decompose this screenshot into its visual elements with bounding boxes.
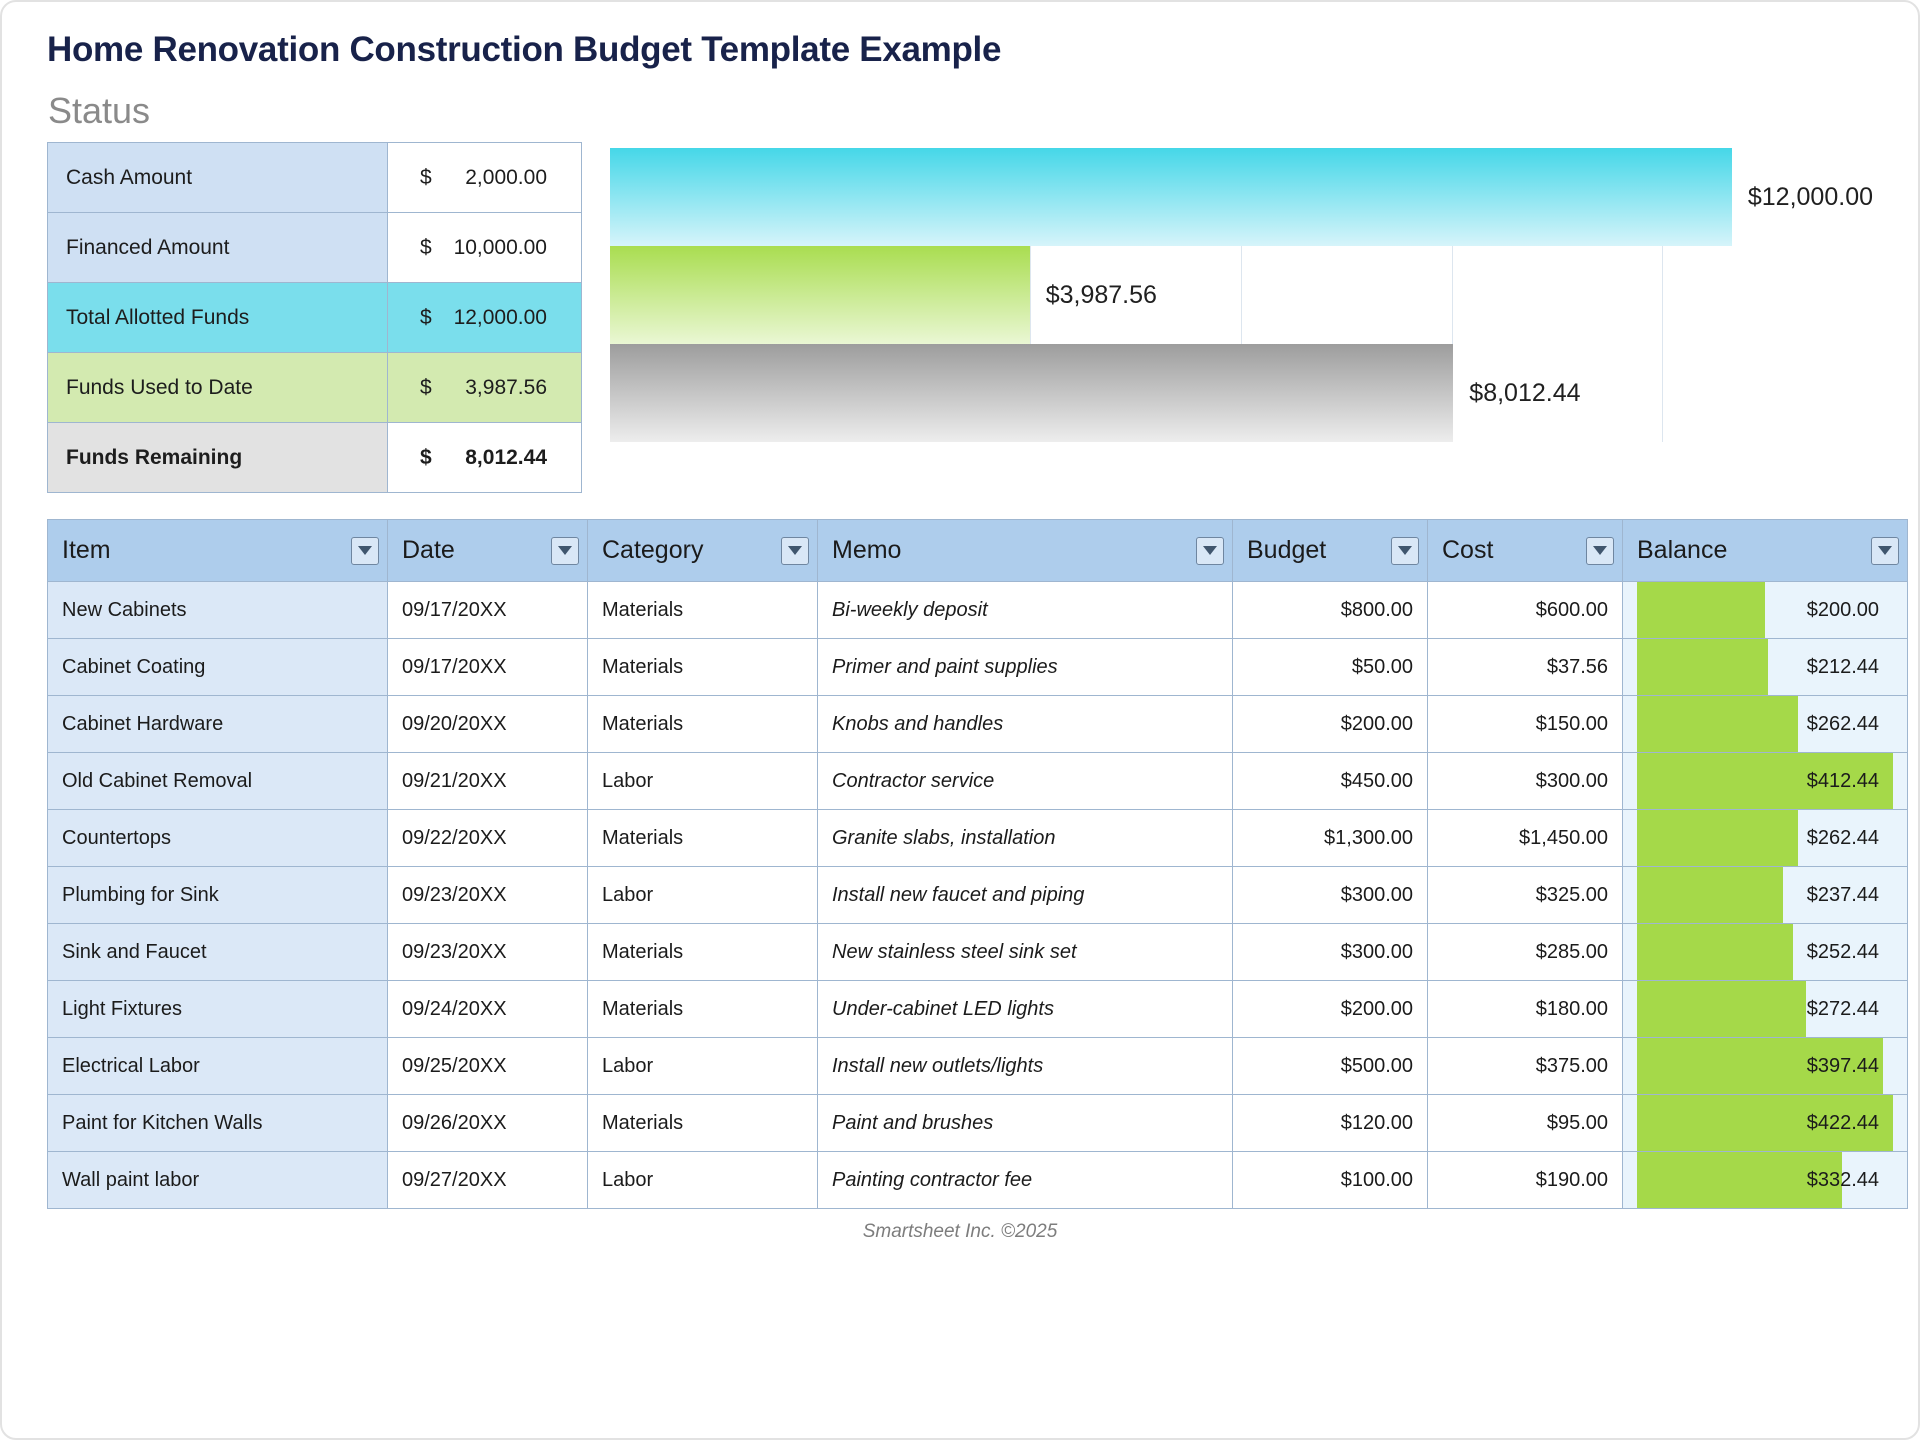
cell-category: Labor (588, 1038, 818, 1095)
cell-cost: $190.00 (1428, 1152, 1623, 1209)
cell-category: Materials (588, 924, 818, 981)
cell-date: 09/21/20XX (388, 753, 588, 810)
cell-balance (1623, 582, 1908, 639)
cell-balance (1623, 753, 1908, 810)
cell-cost: $37.56 (1428, 639, 1623, 696)
cell-cost: $180.00 (1428, 981, 1623, 1038)
chart-bar (610, 148, 1732, 246)
status-row-label: Funds Used to Date (48, 353, 388, 423)
page-title: Home Renovation Construction Budget Template Example (47, 30, 1002, 69)
cell-date: 09/27/20XX (388, 1152, 588, 1209)
cell-item: New Cabinets (48, 582, 388, 639)
cell-memo: Contractor service (818, 753, 1233, 810)
table-row[interactable] (48, 1152, 1908, 1209)
column-header-label: Balance (1637, 536, 1728, 564)
balance-value: $200.00 (1806, 598, 1879, 621)
cell-memo: Bi-weekly deposit (818, 582, 1233, 639)
table-row[interactable] (48, 981, 1908, 1038)
status-row-amount: 8,012.44 (465, 445, 547, 469)
table-row[interactable] (48, 639, 1908, 696)
cell-date: 09/26/20XX (388, 1095, 588, 1152)
cell-budget: $300.00 (1233, 924, 1428, 981)
cell-balance (1623, 639, 1908, 696)
cell-memo: New stainless steel sink set (818, 924, 1233, 981)
column-header-category[interactable] (588, 520, 818, 582)
column-filter-button[interactable] (1586, 537, 1614, 565)
cell-memo: Knobs and handles (818, 696, 1233, 753)
status-row-label: Cash Amount (48, 143, 388, 213)
cell-budget: $200.00 (1233, 981, 1428, 1038)
table-row[interactable] (48, 1095, 1908, 1152)
balance-value: $252.44 (1806, 940, 1879, 963)
cell-date: 09/25/20XX (388, 1038, 588, 1095)
cell-item: Sink and Faucet (48, 924, 388, 981)
column-filter-button[interactable] (1871, 537, 1899, 565)
cell-cost: $600.00 (1428, 582, 1623, 639)
status-row-label: Funds Remaining (48, 423, 388, 493)
column-filter-button[interactable] (1391, 537, 1419, 565)
balance-value: $237.44 (1806, 883, 1879, 906)
cell-category: Labor (588, 867, 818, 924)
cell-item: Light Fixtures (48, 981, 388, 1038)
cell-balance (1623, 1038, 1908, 1095)
cell-category: Materials (588, 810, 818, 867)
cell-budget: $500.00 (1233, 1038, 1428, 1095)
cell-cost: $300.00 (1428, 753, 1623, 810)
status-row (48, 423, 582, 493)
cell-budget: $50.00 (1233, 639, 1428, 696)
chart-bar-row (610, 344, 1873, 442)
cell-category: Materials (588, 639, 818, 696)
cell-balance (1623, 981, 1908, 1038)
cell-date: 09/23/20XX (388, 867, 588, 924)
balance-value: $332.44 (1806, 1168, 1879, 1191)
cell-item: Cabinet Hardware (48, 696, 388, 753)
cell-item: Wall paint labor (48, 1152, 388, 1209)
column-header-label: Category (602, 536, 704, 564)
chart-bar-value-label: $12,000.00 (1747, 182, 1873, 211)
chart-bar-value-label: $8,012.44 (1469, 378, 1581, 407)
cell-cost: $325.00 (1428, 867, 1623, 924)
currency-symbol: $ (420, 305, 432, 329)
cell-memo: Install new outlets/lights (818, 1038, 1233, 1095)
currency-symbol: $ (420, 235, 432, 259)
cell-category: Materials (588, 1095, 818, 1152)
cell-memo: Primer and paint supplies (818, 639, 1233, 696)
cell-category: Materials (588, 696, 818, 753)
balance-value: $397.44 (1806, 1054, 1879, 1077)
column-header-label: Date (402, 536, 455, 564)
status-row (48, 353, 582, 423)
cell-cost: $95.00 (1428, 1095, 1623, 1152)
cell-date: 09/23/20XX (388, 924, 588, 981)
cell-memo: Granite slabs, installation (818, 810, 1233, 867)
status-row-amount: 10,000.00 (453, 235, 547, 259)
cell-date: 09/24/20XX (388, 981, 588, 1038)
table-row[interactable] (48, 753, 1908, 810)
table-row[interactable] (48, 582, 1908, 639)
chart-bar (610, 246, 1030, 344)
cell-category: Labor (588, 1152, 818, 1209)
column-header-balance[interactable] (1623, 520, 1908, 582)
cell-balance (1623, 867, 1908, 924)
cell-budget: $1,300.00 (1233, 810, 1428, 867)
column-header-memo[interactable] (818, 520, 1233, 582)
currency-symbol: $ (420, 165, 432, 189)
table-header-row (48, 520, 1908, 582)
table-row[interactable] (48, 1038, 1908, 1095)
cell-item: Electrical Labor (48, 1038, 388, 1095)
cell-budget: $200.00 (1233, 696, 1428, 753)
cell-item: Paint for Kitchen Walls (48, 1095, 388, 1152)
cell-cost: $375.00 (1428, 1038, 1623, 1095)
cell-cost: $150.00 (1428, 696, 1623, 753)
cell-memo: Install new faucet and piping (818, 867, 1233, 924)
cell-item: Countertops (48, 810, 388, 867)
chart-bar-row (610, 148, 1873, 246)
column-header-budget[interactable] (1233, 520, 1428, 582)
column-header-item[interactable] (48, 520, 388, 582)
column-filter-button[interactable] (781, 537, 809, 565)
status-row-value-cell (388, 353, 582, 423)
cell-date: 09/17/20XX (388, 639, 588, 696)
cell-memo: Under-cabinet LED lights (818, 981, 1233, 1038)
column-header-date[interactable] (388, 520, 588, 582)
cell-balance (1623, 1095, 1908, 1152)
status-section-heading: Status (48, 90, 151, 131)
balance-value: $212.44 (1806, 655, 1879, 678)
table-row[interactable] (48, 810, 1908, 867)
status-row-value-cell (388, 143, 582, 213)
cell-item: Plumbing for Sink (48, 867, 388, 924)
column-filter-button[interactable] (1196, 537, 1224, 565)
status-row-value-cell (388, 213, 582, 283)
funds-bar-chart (610, 148, 1873, 442)
column-header-label: Cost (1442, 536, 1494, 564)
status-row-value-cell (388, 423, 582, 493)
column-header-label: Item (62, 536, 111, 564)
cell-category: Labor (588, 753, 818, 810)
status-row-value-cell (388, 283, 582, 353)
status-row-label: Financed Amount (48, 213, 388, 283)
table-row[interactable] (48, 867, 1908, 924)
cell-cost: $1,450.00 (1428, 810, 1623, 867)
cell-cost: $285.00 (1428, 924, 1623, 981)
chart-bar (610, 344, 1453, 442)
table-row[interactable] (48, 924, 1908, 981)
cell-balance (1623, 810, 1908, 867)
cell-item: Old Cabinet Removal (48, 753, 388, 810)
status-summary-table (47, 142, 582, 493)
cell-budget: $120.00 (1233, 1095, 1428, 1152)
cell-memo: Painting contractor fee (818, 1152, 1233, 1209)
cell-memo: Paint and brushes (818, 1095, 1233, 1152)
status-row-label: Total Allotted Funds (48, 283, 388, 353)
cell-category: Materials (588, 981, 818, 1038)
column-filter-button[interactable] (551, 537, 579, 565)
cell-balance (1623, 696, 1908, 753)
balance-value: $262.44 (1806, 826, 1879, 849)
cell-date: 09/20/20XX (388, 696, 588, 753)
cell-date: 09/17/20XX (388, 582, 588, 639)
table-row[interactable] (48, 696, 1908, 753)
cell-item: Cabinet Coating (48, 639, 388, 696)
column-header-label: Budget (1247, 536, 1327, 564)
status-row-amount: 3,987.56 (465, 375, 547, 399)
status-row (48, 213, 582, 283)
cell-budget: $100.00 (1233, 1152, 1428, 1209)
chart-bar-row (610, 246, 1873, 344)
column-header-cost[interactable] (1428, 520, 1623, 582)
footer-credit: Smartsheet Inc. ©2025 (862, 1221, 1058, 1242)
cell-budget: $450.00 (1233, 753, 1428, 810)
budget-line-items-table (47, 519, 1908, 1209)
currency-symbol: $ (420, 445, 432, 469)
status-row-amount: 2,000.00 (465, 165, 547, 189)
balance-value: $422.44 (1806, 1111, 1879, 1134)
cell-balance (1623, 924, 1908, 981)
cell-budget: $800.00 (1233, 582, 1428, 639)
status-row (48, 283, 582, 353)
cell-category: Materials (588, 582, 818, 639)
column-header-label: Memo (832, 536, 902, 564)
currency-symbol: $ (420, 375, 432, 399)
status-summary-row (47, 142, 1873, 493)
status-row (48, 143, 582, 213)
balance-value: $272.44 (1806, 997, 1879, 1020)
balance-value: $412.44 (1806, 769, 1879, 792)
chart-bar-value-label: $3,987.56 (1045, 280, 1157, 309)
status-row-amount: 12,000.00 (453, 305, 547, 329)
cell-date: 09/22/20XX (388, 810, 588, 867)
balance-value: $262.44 (1806, 712, 1879, 735)
cell-budget: $300.00 (1233, 867, 1428, 924)
cell-balance (1623, 1152, 1908, 1209)
column-filter-button[interactable] (351, 537, 379, 565)
